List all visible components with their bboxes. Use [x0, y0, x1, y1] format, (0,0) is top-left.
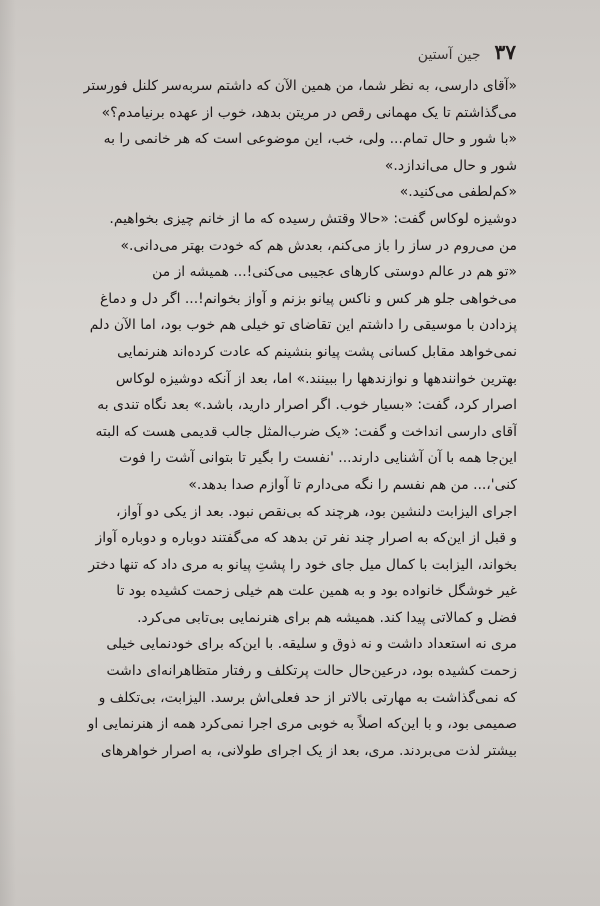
text-line: فضل و کمالاتی پیدا کند. همیشه هم برای هنرنمایی بی‌تابی می‌کرد. [137, 609, 517, 626]
text-line: دوشیزه لوکاس گفت: «حالا وقتش رسیده که ما از خانم چیزی بخواهیم. [109, 210, 517, 227]
text-line: شور و حال می‌اندازد.» [384, 157, 517, 174]
text-line: نمی‌خواهد مقابل کسانی پشت پیانو بنشینم که عادت کرده‌اند هنرنمایی [117, 343, 517, 360]
text-line: پزدادن با موسیقی را داشتم این تقاضای تو خیلی هم خوب بود، اما الآن دلم [89, 317, 517, 334]
running-title: جین آستین [417, 47, 481, 63]
page-number: ۳۷ [494, 40, 516, 64]
text-line: که نمی‌گذاشت به مهارتی بالاتر از حد فعلی‌اش برسد. الیزابت، بی‌تکلف و [98, 689, 517, 706]
text-line: اصرار کرد، گفت: «بسیار خوب. اگر اصرار دارید، باشد.» بعد نگاه تندی به [97, 397, 517, 414]
text-line: غیر خوشگل خانواده بود و به همین علت هم خیلی زحمت کشیده بود تا [116, 583, 517, 600]
text-line: اجرای الیزابت دلنشین بود، هرچند که بی‌نقص نبود. بعد از یکی دو آواز، [116, 503, 517, 520]
text-line: می‌گذاشتم تا یک مهمانی رقص در مریتن بدهد، خوب از عهده برنیامدم؟» [101, 104, 517, 121]
text-line: زحمت کشیده بود، درعین‌حال حالت پرتکلف و رفتار متظاهرانه‌ای داشت [106, 663, 517, 680]
text-line: مری نه استعداد داشت و نه ذوق و سلیقه. با این‌که برای خودنمایی خیلی [106, 636, 517, 653]
text-line: آقای دارسی انداخت و گفت: «یک ضرب‌المثل جالب قدیمی هست که البته [95, 423, 517, 440]
text-line: بیشتر لذت می‌بردند. مری، بعد از یک اجرای طولانی، به اصرار خواهرهای [100, 742, 517, 759]
text-line: «آقای دارسی، به نظر شما، من همین الآن که داشتم سربه‌سر کلنل فورستر [83, 78, 517, 94]
text-line: صمیمی بود، و با این‌که اصلاً به خوبی مری اجرا نمی‌کرد همه از هنرنمایی او [87, 716, 517, 733]
text-line: من می‌روم در ساز را باز می‌کنم، بعدش هم که خودت بهتر می‌دانی.» [120, 237, 517, 254]
text-line: و قبل از این‌که به اصرار چند نفر تن بدهد که می‌گفتند دوباره و دوباره آواز [95, 530, 517, 547]
page-header [70, 40, 516, 66]
text-line: «کم‌لطفی می‌کنید.» [399, 184, 517, 201]
text-line: بهترین خوانندهها و نوازندهها را ببینند.» اما، بعد از آنکه دوشیزه لوکاس [115, 370, 517, 387]
text-line: «با شور و حال تمام... ولی، خب، این موضوعی است که هر خانمی را به [103, 131, 517, 148]
text-line: «تو هم در عالم دوستی کارهای عجیبی می‌کنی!... همیشه از من [152, 264, 517, 281]
text-line: کنی'،... من هم نفسم را نگه می‌دارم تا آوازم صدا بدهد.» [188, 476, 517, 493]
text-line: بخواند، الیزابت با کمال میل جای خود را پشتِ پیانو به مری داد که تنها دختر [88, 556, 517, 573]
text-line: می‌خواهی جلو هر کس و ناکس پیانو بزنم و آواز بخوانم!... اگر دل و دماغ [99, 290, 517, 307]
text-line: این‌جا همه با آن آشنایی دارند... 'نفست را بگیر تا بتوانی آشت را فوت [119, 450, 517, 467]
body-text [70, 73, 517, 764]
